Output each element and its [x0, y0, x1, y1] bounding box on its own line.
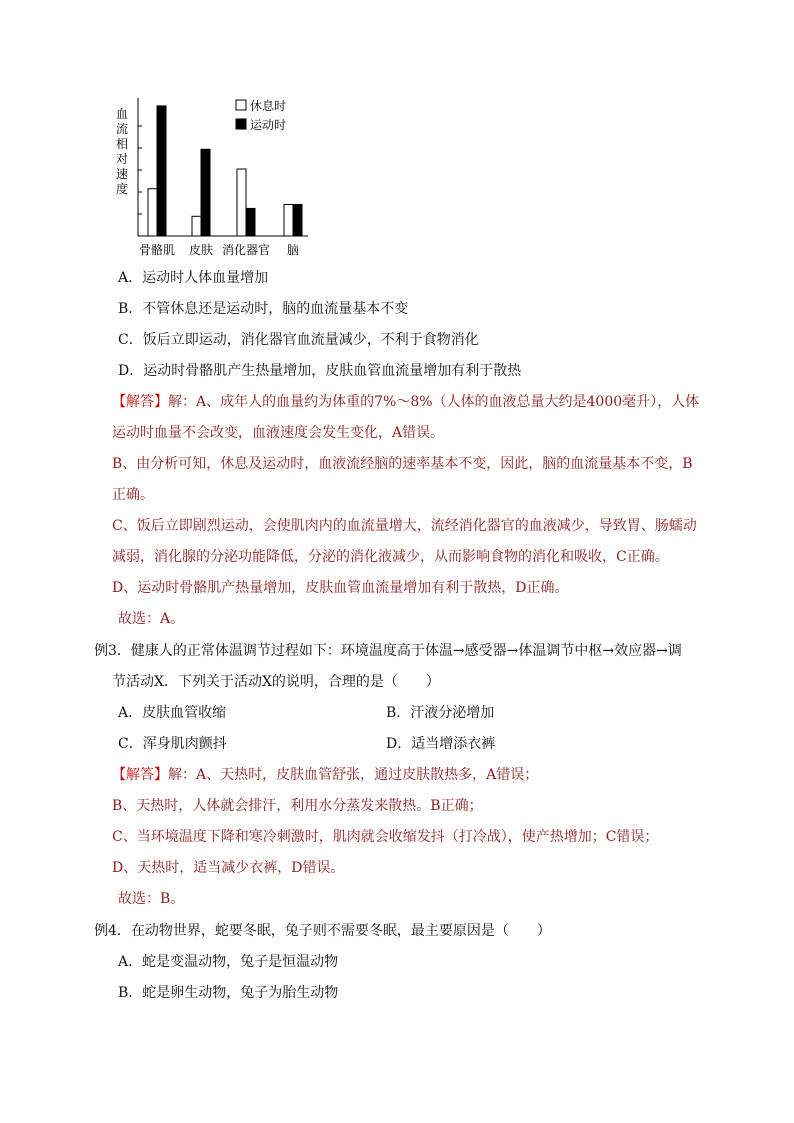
x-label-1: 皮肤	[188, 243, 214, 257]
q3-answer-line-3: C、当环境温度下降和寒冷刺激时，肌肉就会收缩发抖（打冷战），使产热增加；C错误；	[112, 829, 659, 845]
q2-answer-line-8: 故选：A。	[118, 611, 185, 627]
q2-option-c: C．饭后立即运动，消化器官血流量减少，不利于食物消化	[118, 332, 479, 348]
bar-exercise-0	[157, 106, 166, 236]
chart-ylabel-char: 度	[115, 182, 129, 196]
q3-option-a: A．皮肤血管收缩	[118, 705, 227, 721]
chart-ylabel-char: 速	[115, 167, 129, 181]
q3-option-b: B．汗液分泌增加	[386, 705, 495, 721]
q2-answer-line-3: B、由分析可知，休息及运动时，血液流经脑的速率基本不变，因此，脑的血流量基本不变，B	[112, 456, 693, 472]
y-ticks	[138, 126, 142, 214]
q3-stem-line-1: 例3．健康人的正常体温调节过程如下：环境温度高于体温→感受器→体温调节中枢→效应器→调	[94, 643, 682, 659]
chart-svg	[108, 96, 308, 266]
chart-x-labels	[139, 242, 299, 257]
q3-answer-text-1: 解：A、天热时，皮肤血管舒张，通过皮肤散热多，A错误；	[168, 767, 539, 783]
q3-answer-line-5: 故选：B。	[118, 891, 185, 907]
bar-exercise-1	[201, 149, 210, 236]
bar-rest-2	[237, 169, 246, 236]
q4-option-a: A．蛇是变温动物，兔子是恒温动物	[118, 954, 339, 970]
q2-option-d: D．运动时骨骼肌产生热量增加，皮肤血管血流量增加有利于散热	[118, 363, 522, 379]
chart-ylabel-char: 对	[115, 152, 129, 166]
x-label-2: 消化器官	[221, 243, 271, 257]
bar-rest-1	[192, 216, 201, 236]
legend-swatch-0	[236, 100, 246, 110]
chart-ylabel	[116, 107, 128, 196]
chart-ylabel-char: 相	[115, 137, 129, 151]
q2-answer-text-1: 解：A、成年人的血量约为体重的7%～8%（人体的血液总量大约是4000毫升），人体	[168, 394, 700, 410]
chart-ylabel-char: 流	[115, 122, 129, 136]
legend-label-0: 休息时	[250, 99, 287, 113]
q2-answer-tag: 【解答】	[112, 394, 168, 410]
q4-option-b: B．蛇是卵生动物，兔子为胎生动物	[118, 985, 339, 1001]
q3-option-c: C．浑身肌肉颤抖	[118, 736, 227, 752]
legend-swatch-1	[236, 119, 246, 129]
q2-answer-line-7: D、运动时骨骼肌产热量增加，皮肤血管血流量增加有利于散热，D正确。	[112, 580, 569, 596]
q3-stem-line-2: 节活动X．下列关于活动X的说明，合理的是（ ）	[112, 674, 440, 690]
q2-answer-line-4: 正确。	[112, 487, 154, 503]
bar-rest-0	[148, 189, 157, 236]
q2-answer-line-1	[112, 392, 699, 412]
bar-exercise-3	[293, 204, 302, 236]
chart-legend	[236, 98, 286, 132]
q3-answer-line-1	[112, 765, 538, 785]
q2-option-b: B．不管休息还是运动时，脑的血流量基本不变	[118, 301, 409, 317]
bar-rest-3	[284, 204, 293, 236]
q2-option-a: A．运动时人体血量增加	[118, 270, 269, 286]
q4-stem: 例4．在动物世界，蛇要冬眠，兔子则不需要冬眠，最主要原因是（ ）	[94, 923, 551, 939]
q3-answer-line-2: B、天热时，人体就会排汗，利用水分蒸发来散热。B正确；	[112, 798, 483, 814]
q2-answer-line-5: C、饭后立即剧烈运动，会使肌肉内的血流量增大，流经消化器官的血液减少，导致胃、肠蠕动	[112, 518, 697, 534]
x-label-3: 脑	[286, 243, 300, 257]
legend-label-1: 运动时	[250, 118, 287, 132]
chart-ylabel-char: 血	[115, 107, 129, 121]
q3-answer-tag: 【解答】	[112, 767, 168, 783]
q3-answer-line-4: D、天热时，适当减少衣裤，D错误。	[112, 860, 345, 876]
q2-answer-line-2: 运动时血量不会改变，血液速度会发生变化，A错误。	[112, 425, 445, 441]
q3-option-d: D．适当增添衣裤	[386, 736, 496, 752]
blood-flow-chart	[108, 96, 308, 266]
q2-answer-line-6: 减弱，消化腺的分泌功能降低，分泌的消化液减少，从而影响食物的消化和吸收，C正确。	[112, 549, 669, 565]
bar-exercise-2	[246, 208, 255, 236]
x-label-0: 骨骼肌	[138, 243, 176, 257]
